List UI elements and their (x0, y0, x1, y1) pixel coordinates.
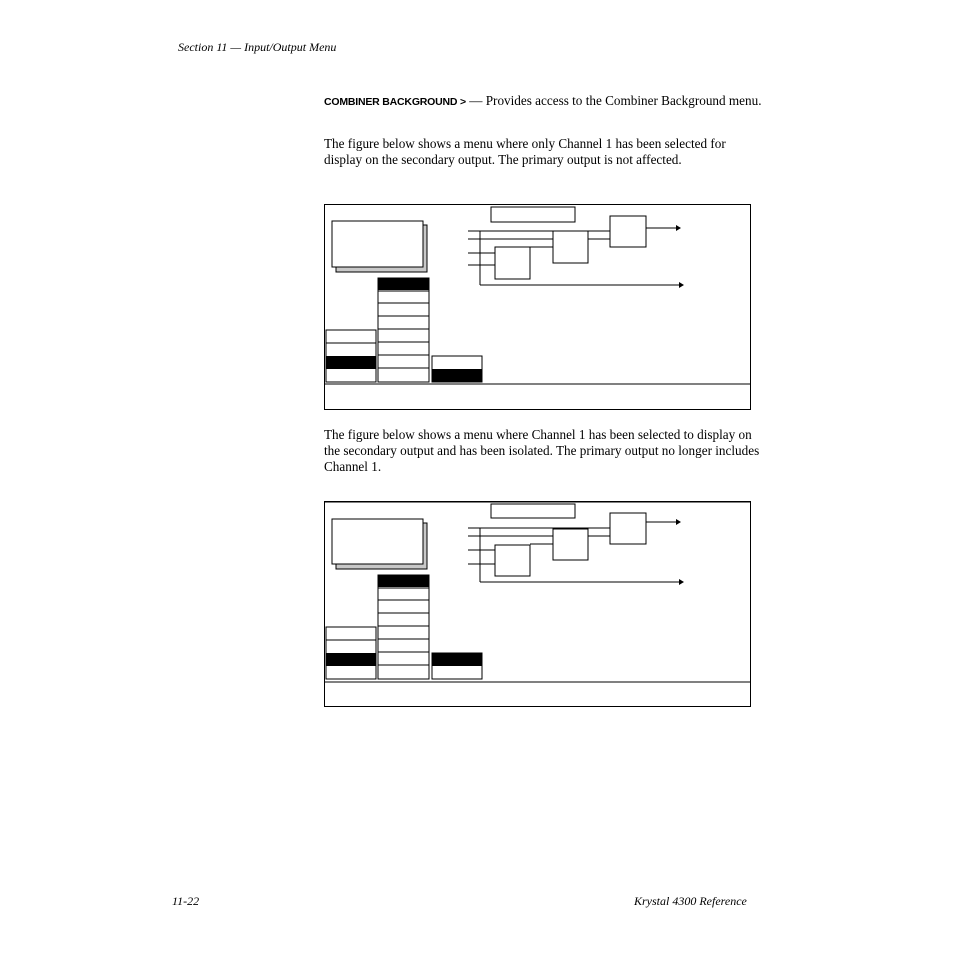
combiner-background-label: COMBINER BACKGROUND > (324, 96, 466, 108)
page-number: 11-22 (172, 894, 200, 908)
combiner-background-text: — Provides access to the Combiner Background menu. (465, 93, 762, 108)
figure-2-caption: The figure below shows a menu where Channel 1 has been selected to display on the secondary output and has been isolated. The primary output no longer includes Channel 1. (324, 427, 760, 474)
running-header: Section 11 — Input/Output Menu (178, 40, 337, 54)
figure-2-menu-diagram (324, 501, 752, 708)
combiner-background-description (324, 93, 764, 110)
figure-1-menu-diagram (324, 204, 752, 411)
figure-1-caption: The figure below shows a menu where only Channel 1 has been selected for display on the secondary output. The primary output is not affected. (324, 136, 726, 167)
document-title: Krystal 4300 Reference (634, 894, 747, 908)
